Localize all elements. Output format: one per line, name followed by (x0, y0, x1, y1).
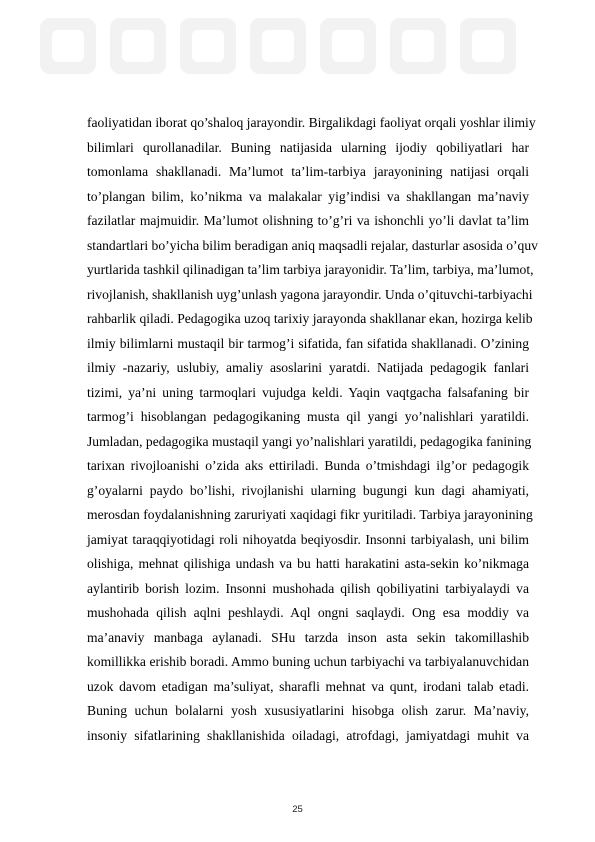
text-line: bilimlari qurollanadilar. Buning natijasida ularning ijodiy qobiliyatlari har (87, 139, 529, 155)
text-line: Jumladan, pedagogika mustaqil yangi yo’nalishlari yaratildi, pedagogika fanining (87, 433, 532, 449)
text-line: tarmog’i hisoblangan pedagogikaning musta qil yangi yo’nalishlari yaratildi. (87, 409, 529, 424)
text-line: jamiyat taraqqiyotidagi roli nihoyatda beqiyosdir. Insonni tarbiyalash, uni bilim (87, 531, 529, 547)
text-line: uzok davom etadigan ma’suliyat, sharafli mehnat va qunt, irodani talab etadi. (87, 678, 529, 694)
text-line: insoniy sifatlarining shakllanishida oiladagi, atrofdagi, jamiyatdagi muhit va (87, 727, 529, 743)
text-line: yurtlarida tashkil qilinadigan ta’lim tarbiya jarayonidir. Ta’lim, tarbiya, ma’lumot, (87, 262, 534, 277)
text-line: aylantirib borish lozim. Insonni mushohada qilish qobiliyatini tarbiyalaydi va (87, 580, 529, 596)
text-line: merosdan foydalanishning zaruriyati xaqidagi fikr yuritiladi. Tarbiya jarayonining (87, 507, 533, 522)
text-line: fazilatlar majmuidir. Ma’lumot olishning to’g’ri va ishonchli yo’li davlat ta’lim (87, 213, 529, 228)
text-line: faoliyatidan iborat qo’shaloq jarayondir. Birgalikdagi faoliyat orqali yoshlar ilimiy (87, 115, 536, 130)
text-line: komillikka erishib boradi. Ammo buning uchun tarbiyachi va tarbiyalanuvchidan (87, 654, 529, 669)
text-line: to’plangan bilim, ko’nikma va malakalar yig’indisi va shakllangan ma’naviy (87, 188, 529, 204)
page-number: 25 (292, 804, 303, 815)
text-line: ilmiy bilimlarni mustaqil bir tarmog’i sifatida, fan sifatida shakllanadi. O’zining (87, 335, 529, 351)
text-line: tomonlama shakllanadi. Ma’lumot ta’lim-tarbiya jarayonining natijasi orqali (87, 164, 529, 179)
text-line: standartlari bo’yicha bilim beradigan aniq maqsadli rejalar, dasturlar asosida o’quv (87, 237, 538, 253)
text-line: olishiga, mehnat qilishiga undash va bu hatti harakatini asta-sekin ko’nikmaga (87, 556, 529, 571)
text-line: ma’anaviy manbaga aylanadi. SHu tarzda inson asta sekin takomillashib (87, 629, 529, 645)
text-line: ilmiy -nazariy, uslubiy, amaliy asoslarini yaratdi. Natijada pedagogik fanlari (87, 360, 529, 375)
text-line: mushohada qilish aqlni peshlaydi. Aql ongni saqlaydi. Ong esa moddiy va (87, 605, 529, 620)
body-text (87, 111, 538, 748)
text-line: g’oyalarni paydo bo’lishi, rivojlanishi ularning bugungi kun dagi ahamiyati, (87, 482, 529, 498)
text-line: rivojlanish, shakllanish uyg’unlash yagona jarayondir. Unda o’qituvchi-tarbiyachi (87, 286, 533, 302)
text-line: rahbarlik qiladi. Pedagogika uzoq tarixiy jarayonda shakllanar ekan, hozirga kelib (87, 311, 533, 326)
text-line: Buning uchun bolalarni yosh xususiyatlarini hisobga olish zarur. Ma’naviy, (87, 703, 529, 718)
text-line: tizimi, ya’ni uning tarmoqlari vujudga keldi. Yaqin vaqtgacha falsafaning bir (87, 384, 529, 400)
text-line: tarixan rivojloanishi o’zida aks ettiriladi. Bunda o’tmishdagi ilg’or pedagogik (87, 458, 529, 473)
